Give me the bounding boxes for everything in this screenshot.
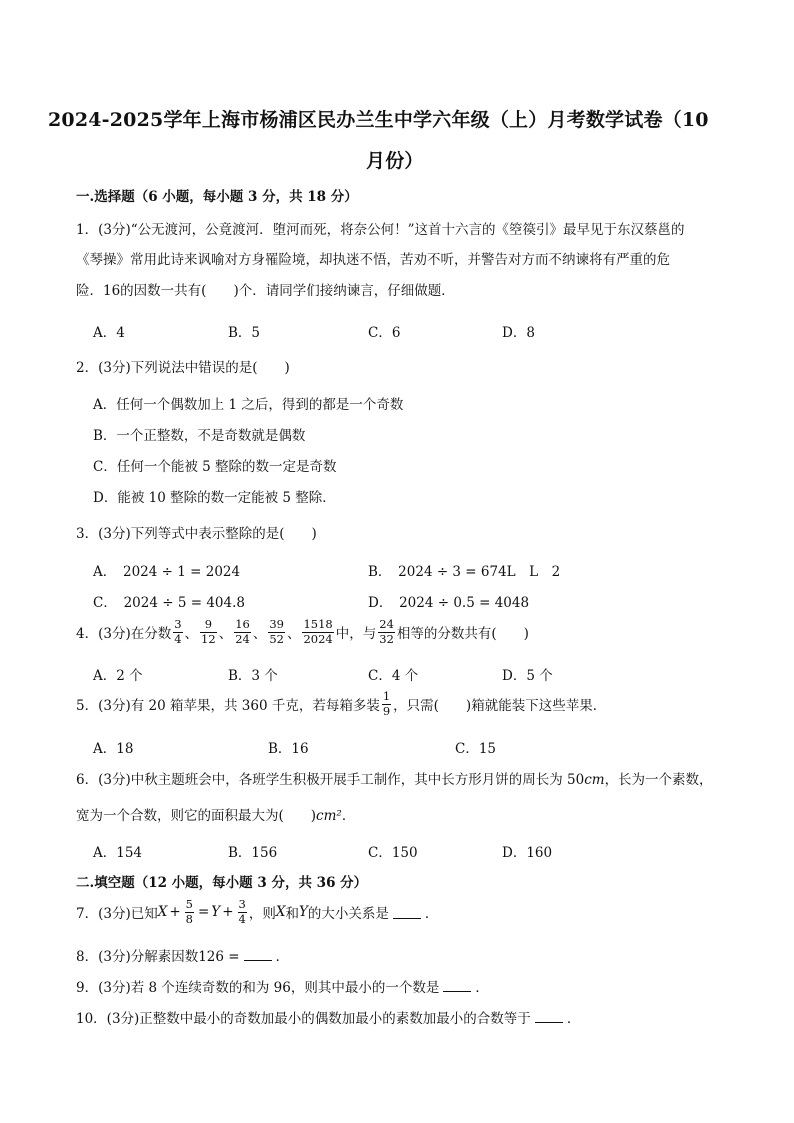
q10-stem bbox=[76, 1007, 580, 1027]
q7-var-y2: Y bbox=[298, 904, 308, 920]
q5-prefix: 5．(3分)有 20 箱苹果，共 360 千克，若每箱多装 bbox=[76, 698, 380, 714]
q4-fraction-2 bbox=[200, 618, 217, 646]
section-heading-choice: 一.选择题（6 小题，每小题 3 分，共 18 分） bbox=[76, 189, 358, 205]
q4-prefix: 4．(3分)在分数 bbox=[76, 626, 172, 642]
q7-fraction-2 bbox=[238, 898, 247, 926]
q4-fraction-3 bbox=[234, 618, 251, 646]
q4-fraction-5 bbox=[302, 618, 333, 646]
q4-f3-den: 24 bbox=[235, 631, 250, 646]
q7-var-x2: X bbox=[275, 904, 286, 920]
q7-stem bbox=[76, 898, 438, 926]
q5-option-c: C．15 bbox=[455, 741, 497, 757]
q4-f4-num: 39 bbox=[269, 617, 284, 631]
q6-line1-tail: ，长为一个素数， bbox=[604, 772, 713, 788]
q1-line2: 《琴操》常用此诗来讽喻对方身罹险境，却执迷不悟，苦劝不听，并警告对方而不纳谏将有严重的危 bbox=[76, 252, 670, 268]
q7-fraction-1 bbox=[185, 898, 194, 926]
q10-text: 10．(3分)正整数中最小的奇数加最小的偶数加最小的素数加最小的合数等于 bbox=[76, 1011, 531, 1027]
q6-line1 bbox=[76, 768, 713, 788]
q1-option-b: B．5 bbox=[228, 325, 261, 341]
q3-option-b: B． 2024 ÷ 3 = 674L L 2 bbox=[368, 564, 561, 580]
q5-stem bbox=[76, 690, 606, 718]
q6-line2-text: 宽为一个合数，则它的面积最大为( ) bbox=[76, 808, 317, 824]
q8-stem bbox=[76, 945, 289, 965]
q4-option-d: D．5 个 bbox=[502, 668, 553, 684]
q4-f4-den: 52 bbox=[269, 631, 284, 646]
q4-option-b: B．3 个 bbox=[228, 668, 278, 684]
q8-end: ． bbox=[275, 949, 290, 965]
q4-target-num: 24 bbox=[379, 617, 394, 631]
q4-postfix: 相等的分数共有( ) bbox=[396, 626, 529, 642]
q7-f2-num: 3 bbox=[238, 897, 246, 911]
q6-line1-text: 6．(3分)中秋主题班会中，各班学生积极开展手工制作，其中长方形月饼的周长为 50 bbox=[76, 772, 585, 788]
q4-sep: 、 bbox=[286, 626, 301, 642]
q4-f5-den: 2024 bbox=[303, 631, 333, 646]
q7-var-x: X bbox=[157, 904, 168, 920]
q9-answer-blank[interactable] bbox=[443, 979, 471, 992]
q4-f2-num: 9 bbox=[200, 618, 217, 633]
q7-answer-blank[interactable] bbox=[393, 906, 421, 919]
q3-stem: 3．(3分)下列等式中表示整除的是( ) bbox=[76, 526, 317, 542]
q4-option-c: C．4 个 bbox=[368, 668, 419, 684]
q6-option-a: A．154 bbox=[93, 845, 143, 861]
section-heading-fill: 二.填空题（12 小题，每小题 3 分，共 36 分） bbox=[76, 875, 368, 891]
q7-tail: 的大小关系是 bbox=[307, 906, 389, 922]
q1-line1: 1．(3分)“公无渡河，公竟渡河．堕河而死，将奈公何！”这首十六言的《箜篌引》最早见于东汉蔡邕的 bbox=[76, 222, 685, 238]
q4-sep: 、 bbox=[252, 626, 267, 642]
q2-option-a: A．任何一个偶数加上 1 之后，得到的都是一个奇数 bbox=[93, 397, 404, 413]
q7-f1-num: 5 bbox=[185, 897, 193, 911]
q8-answer-blank[interactable] bbox=[244, 948, 272, 961]
q4-target-den: 32 bbox=[379, 631, 394, 646]
q9-end: ． bbox=[475, 980, 489, 996]
q7-equals: = bbox=[197, 904, 210, 920]
q6-line2-tail: ． bbox=[341, 808, 356, 824]
q1-option-c: C．6 bbox=[368, 325, 401, 341]
q4-sep: 、 bbox=[184, 626, 199, 642]
q1-line3: 险．16的因数一共有( )个．请同学们接纳谏言，仔细做题． bbox=[76, 283, 455, 299]
q4-fraction-1 bbox=[173, 618, 182, 646]
q4-f1-den: 4 bbox=[174, 631, 182, 646]
q3-option-a: A． 2024 ÷ 1 = 2024 bbox=[93, 564, 241, 580]
q7-end: ． bbox=[424, 906, 439, 922]
q5-frac-num: 1 bbox=[382, 689, 391, 703]
q7-plus2: + bbox=[222, 904, 234, 920]
q2-stem: 2．(3分)下列说法中错误的是( ) bbox=[76, 360, 290, 376]
q4-f5-num: 1518 bbox=[303, 617, 333, 631]
q4-fraction-4 bbox=[268, 618, 285, 646]
q2-option-b: B．一个正整数，不是奇数就是偶数 bbox=[93, 428, 306, 444]
q4-option-a: A．2 个 bbox=[93, 668, 143, 684]
q4-mid: 中，与 bbox=[335, 626, 377, 642]
q5-fraction bbox=[382, 690, 391, 718]
page-title-line1: 2024-2025学年上海市杨浦区民办兰生中学六年级（上）月考数学试卷（10 bbox=[48, 109, 709, 131]
q10-end: ． bbox=[566, 1011, 581, 1027]
q7-post: ，则 bbox=[248, 906, 276, 922]
q7-plus1: + bbox=[169, 904, 181, 920]
q4-target-fraction bbox=[378, 618, 395, 646]
q4-sep: 、 bbox=[218, 626, 233, 642]
q6-unit-cm2: cm² bbox=[316, 808, 342, 824]
q5-frac-den: 9 bbox=[382, 703, 391, 718]
q5-option-a: A．18 bbox=[93, 741, 134, 757]
q7-f2-den: 4 bbox=[238, 911, 246, 926]
q6-option-b: B．156 bbox=[228, 845, 278, 861]
q2-option-c: C．任何一个能被 5 整除的数一定是奇数 bbox=[93, 459, 337, 475]
q1-option-d: D．8 bbox=[502, 325, 535, 341]
q6-option-d: D．160 bbox=[502, 845, 553, 861]
q4-f1-num: 3 bbox=[174, 617, 182, 631]
q6-unit-cm: cm bbox=[584, 772, 605, 788]
q4-stem bbox=[76, 618, 529, 646]
q5-postfix: ，只需( )箱就能装下这些苹果． bbox=[393, 698, 607, 714]
q7-f1-den: 8 bbox=[185, 911, 193, 926]
q1-option-a: A．4 bbox=[93, 325, 125, 341]
q3-option-d: D． 2024 ÷ 0.5 = 4048 bbox=[368, 595, 530, 611]
q6-option-c: C．150 bbox=[368, 845, 418, 861]
q2-option-d: D．能被 10 整除的数一定能被 5 整除． bbox=[93, 490, 336, 506]
q6-line2 bbox=[76, 804, 355, 824]
q4-f3-num: 16 bbox=[235, 617, 250, 631]
page-title-line2: 月份） bbox=[366, 150, 424, 172]
q7-var-y: Y bbox=[211, 904, 221, 920]
q7-prefix: 7．(3分)已知 bbox=[76, 906, 158, 922]
q9-text: 9．(3分)若 8 个连续奇数的和为 96，则其中最小的一个数是 bbox=[76, 980, 440, 996]
q3-option-c: C． 2024 ÷ 5 = 404.8 bbox=[93, 595, 245, 611]
q8-text: 8．(3分)分解素因数126 = bbox=[76, 949, 240, 965]
q5-option-b: B．16 bbox=[268, 741, 309, 757]
q7-and: 和 bbox=[285, 906, 299, 922]
q9-stem bbox=[76, 976, 489, 996]
q10-answer-blank[interactable] bbox=[535, 1010, 563, 1023]
q4-f2-den: 12 bbox=[201, 631, 216, 646]
